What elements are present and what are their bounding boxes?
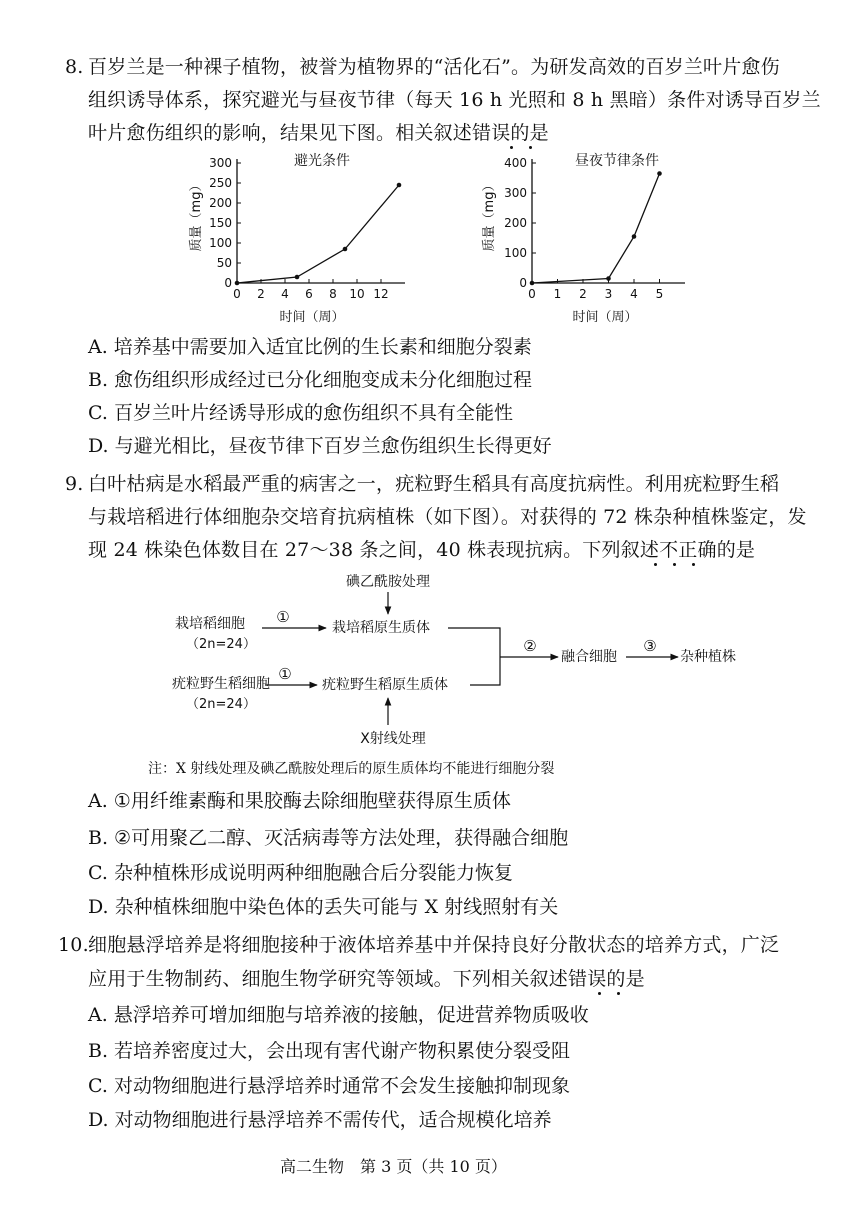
chart-photoperiod-condition: [482, 152, 685, 325]
x-tick-label: 8: [329, 287, 337, 301]
y-tick-label: 200: [504, 216, 527, 230]
y-tick-label: 100: [504, 246, 527, 260]
data-point: [606, 276, 611, 281]
step-1-label-lower: ①: [278, 665, 292, 683]
cultivated-2n-label: （2n=24）: [186, 637, 256, 652]
y-tick-label: 0: [519, 276, 527, 290]
question-8-stem-line-2: 组织诱导体系，探究避光与昼夜节律（每天 16 h 光照和 8 h 黑暗）条件对诱导百岁兰: [88, 89, 821, 111]
x-tick-label: 0: [528, 287, 536, 301]
q9-note: 注：X 射线处理及碘乙酰胺处理后的原生质体均不能进行细胞分裂: [148, 761, 555, 777]
step-2-label: ②: [523, 637, 537, 655]
x-tick-label: 2: [257, 287, 265, 301]
x-tick-label: 2: [579, 287, 587, 301]
question-9-stem-line-2: 与栽培稻进行体细胞杂交培育抗病植株（如下图）。对获得的 72 株杂种植株鉴定，发: [88, 506, 807, 528]
question-9-number: 9.: [65, 473, 84, 495]
series-line: [532, 174, 660, 284]
x-tick-label: 4: [281, 287, 289, 301]
q9-fusion-diagram: [0, 568, 867, 748]
x-tick-label: 3: [604, 287, 613, 301]
y-tick-label: 400: [504, 156, 527, 170]
step-3-label: ③: [643, 637, 657, 655]
q9-option-a: A. ①用纤维素酶和果胶酶去除细胞壁获得原生质体: [88, 790, 511, 812]
q8-option-d: D. 与避光相比，昼夜节律下百岁兰愈伤组织生长得更好: [88, 435, 552, 457]
q8-charts: [0, 140, 867, 340]
q10-option-a: A. 悬浮培养可增加细胞与培养液的接触，促进营养物质吸收: [88, 1004, 589, 1026]
chart-xlabel: 时间（周）: [572, 310, 638, 325]
chart-title: 昼夜节律条件: [575, 153, 659, 169]
question-10-stem-line-2: 应用于生物制药、细胞生物学研究等领域。下列相关叙述错误的是: [88, 968, 645, 990]
y-tick-label: 300: [209, 156, 232, 170]
q8-option-a: A. 培养基中需要加入适宜比例的生长素和细胞分裂素: [88, 336, 532, 358]
chart-dark-condition: [189, 152, 405, 325]
question-8-number: 8.: [65, 56, 84, 78]
y-tick-label: 100: [209, 236, 232, 250]
x-tick-label: 10: [349, 287, 365, 301]
y-tick-label: 200: [209, 196, 232, 210]
q10-option-d: D. 对动物细胞进行悬浮培养不需传代，适合规模化培养: [88, 1109, 552, 1131]
hybrid-plant-label: 杂种植株: [680, 649, 736, 665]
q8-option-b: B. 愈伤组织形成经过已分化细胞变成未分化细胞过程: [88, 369, 533, 391]
y-tick-label: 50: [216, 256, 232, 270]
y-tick-label: 150: [209, 216, 232, 230]
question-9-stem-line-3: 现 24 株染色体数目在 27～38 条之间，40 株表现抗病。下列叙述不正确的是: [88, 539, 756, 561]
y-tick-label: 250: [209, 176, 232, 190]
cultivated-protoplast-label: 栽培稻原生质体: [332, 620, 430, 636]
q9-option-d: D. 杂种植株细胞中染色体的丢失可能与 X 射线照射有关: [88, 896, 559, 918]
wild-protoplast-label: 疣粒野生稻原生质体: [322, 677, 448, 693]
y-tick-label: 0: [224, 276, 232, 290]
x-tick-label: 1: [553, 287, 562, 301]
x-tick-label: 6: [305, 287, 313, 301]
xray-label: X射线处理: [360, 731, 426, 747]
chart-ylabel: 质量（mg）: [189, 178, 204, 252]
chart-title: 避光条件: [294, 153, 350, 169]
question-10-number: 10.: [58, 934, 89, 956]
data-point: [235, 281, 240, 286]
x-tick-label: 0: [233, 287, 241, 301]
q9-option-c: C. 杂种植株形成说明两种细胞融合后分裂能力恢复: [88, 862, 513, 884]
wild-2n-label: （2n=24）: [186, 697, 256, 712]
cultivated-cell-label: 栽培稻细胞: [175, 616, 245, 632]
fused-cell-label: 融合细胞: [561, 649, 617, 665]
x-tick-label: 12: [373, 287, 389, 301]
data-point: [343, 247, 348, 252]
y-tick-label: 300: [504, 186, 527, 200]
page-footer: 高二生物 第 3 页（共 10 页）: [280, 1157, 507, 1176]
data-point: [530, 281, 535, 286]
q10-option-c: C. 对动物细胞进行悬浮培养时通常不会发生接触抑制现象: [88, 1075, 570, 1097]
series-line: [237, 185, 399, 283]
data-point: [397, 183, 402, 188]
chart-xlabel: 时间（周）: [279, 310, 345, 325]
iodoacetamide-label: 碘乙酰胺处理: [346, 574, 430, 590]
data-point: [295, 275, 300, 280]
question-9-stem-line-1: 白叶枯病是水稻最严重的病害之一，疣粒野生稻具有高度抗病性。利用疣粒野生稻: [88, 473, 780, 495]
q9-option-b: B. ②可用聚乙二醇、灭活病毒等方法处理，获得融合细胞: [88, 827, 569, 849]
q10-option-b: B. 若培养密度过大，会出现有害代谢产物积累使分裂受阻: [88, 1040, 571, 1062]
question-10-stem-line-1: 细胞悬浮培养是将细胞接种于液体培养基中并保持良好分散状态的培养方式，广泛: [88, 934, 780, 956]
step-1-label: ①: [276, 608, 290, 626]
merge-bracket: [448, 628, 500, 685]
chart-ylabel: 质量（mg）: [482, 178, 497, 252]
question-8-stem-line-1: 百岁兰是一种裸子植物，被誉为植物界的“活化石”。为研发高效的百岁兰叶片愈伤: [88, 56, 780, 78]
data-point: [657, 171, 662, 176]
question-8-stem-line-3: 叶片愈伤组织的影响，结果见下图。相关叙述错误的是: [88, 122, 549, 144]
data-point: [632, 234, 637, 239]
x-tick-label: 5: [655, 287, 664, 301]
q8-option-c: C. 百岁兰叶片经诱导形成的愈伤组织不具有全能性: [88, 402, 513, 424]
wild-cell-label: 疣粒野生稻细胞: [172, 676, 270, 692]
x-tick-label: 4: [630, 287, 638, 301]
